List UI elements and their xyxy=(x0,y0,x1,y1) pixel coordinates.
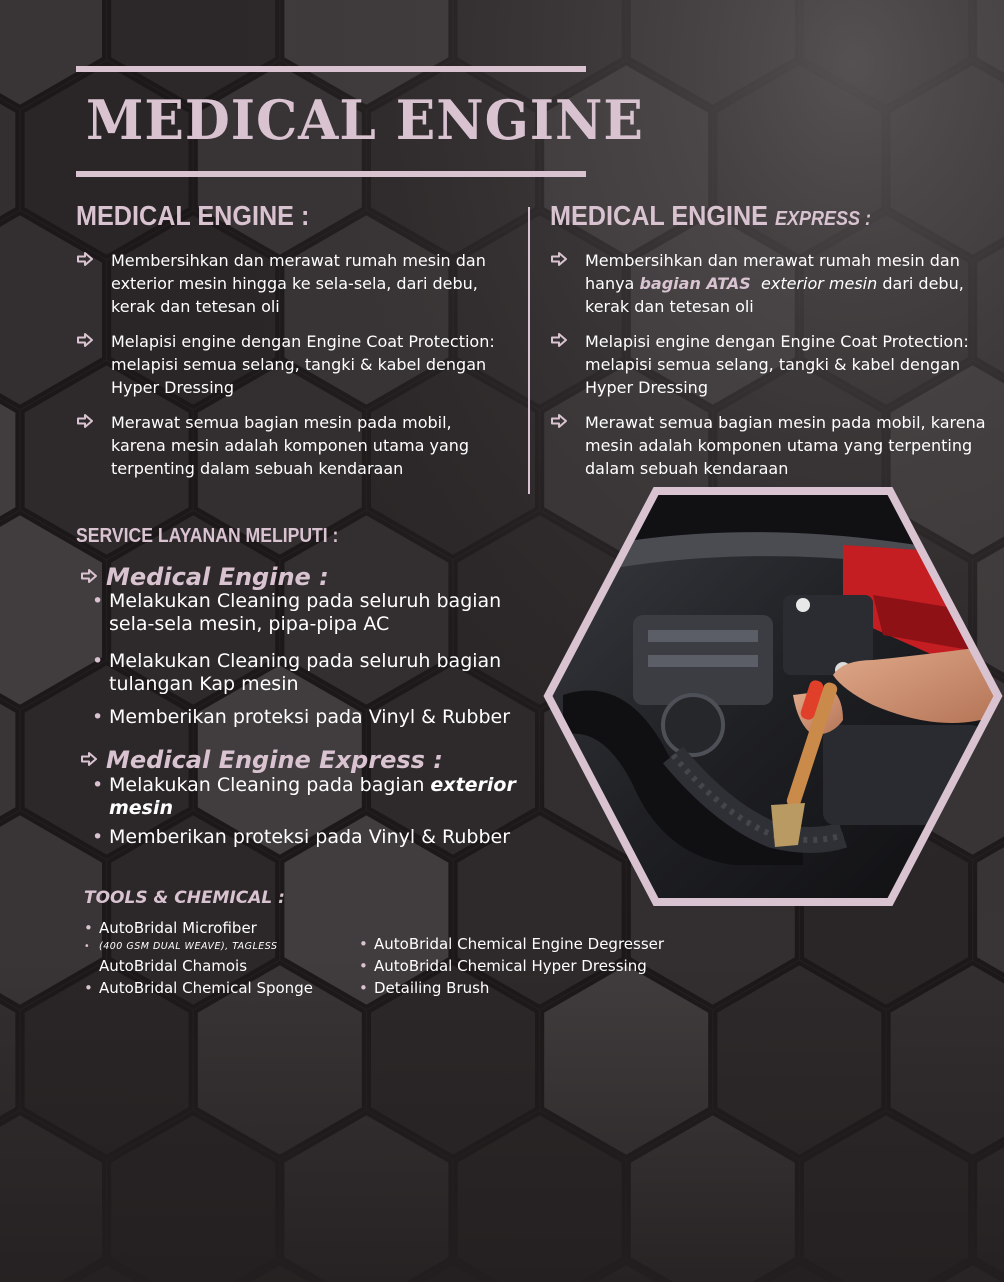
left-column-heading xyxy=(76,200,309,232)
tools-list-right xyxy=(359,933,664,999)
right-bullet-list xyxy=(550,249,995,492)
service-section-title: SERVICE LAYANAN MELIPUTI : xyxy=(76,525,339,547)
arrow-right-icon xyxy=(80,567,98,585)
bullet-text: Merawat semua bagian mesin pada mobil, karena mesin adalah komponen utama yang terpenting dalam sebuah kendaraan xyxy=(111,413,470,478)
arrow-right-icon xyxy=(76,250,94,268)
list-item xyxy=(92,774,532,820)
arrow-right-icon xyxy=(550,250,568,268)
arrow-right-icon xyxy=(550,412,568,430)
list-item xyxy=(550,330,995,399)
tools-section-title: TOOLS & CHEMICAL : xyxy=(84,888,285,908)
list-item xyxy=(76,249,496,318)
service-item-emphasis: exterior mesin xyxy=(109,774,516,819)
left-bullet-list xyxy=(76,249,496,492)
title-bottom-rule xyxy=(76,171,586,177)
list-item: • AutoBridal Microfiber xyxy=(84,917,313,939)
bullet-text: Merawat semua bagian mesin pada mobil, karena mesin adalah komponen utama yang terpenting dalam sebuah kendaraan xyxy=(585,413,986,478)
bullet-text: Melapisi engine dengan Engine Coat Protection: melapisi semua selang, tangki & kabel dengan Hyper Dressing xyxy=(111,332,495,397)
arrow-right-icon xyxy=(80,750,98,768)
bullet-highlight: bagian ATAS xyxy=(639,274,751,293)
left-heading-text: MEDICAL ENGINE : xyxy=(76,200,310,231)
list-item: • AutoBridal Chemical Hyper Dressing xyxy=(359,955,664,977)
bullet-text-post: dari debu, kerak dan tetesan oli xyxy=(585,274,964,316)
list-item: • Memberikan proteksi pada Vinyl & Rubber xyxy=(92,706,532,729)
right-column-heading xyxy=(550,200,871,232)
bullet-text: Melapisi engine dengan Engine Coat Protection: melapisi semua selang, tangki & kabel dengan Hyper Dressing xyxy=(585,332,969,397)
bullet-text-pre: Membersihkan dan merawat rumah mesin dan hanya xyxy=(585,251,960,293)
list-item xyxy=(76,330,496,399)
service-group-heading xyxy=(80,746,443,774)
list-item xyxy=(550,249,995,318)
column-divider xyxy=(528,207,530,494)
list-item-note: • (400 GSM DUAL WEAVE), TAGLESS xyxy=(84,939,313,955)
right-heading-text: MEDICAL ENGINE xyxy=(550,200,768,231)
arrow-right-icon xyxy=(76,331,94,349)
list-item: • Melakukan Cleaning pada seluruh bagian tulangan Kap mesin xyxy=(92,650,532,696)
bullet-text: Membersihkan dan merawat rumah mesin dan exterior mesin hingga ke sela-sela, dari debu, kerak dan tetesan oli xyxy=(111,251,486,316)
title-top-rule xyxy=(76,66,586,72)
list-item xyxy=(550,411,995,480)
list-item: • Detailing Brush xyxy=(359,977,664,999)
bullet-italic: exterior mesin xyxy=(761,274,878,293)
service-group-title: Medical Engine : xyxy=(106,563,329,591)
service-group-heading xyxy=(80,563,329,591)
list-item: AutoBridal Chamois xyxy=(99,957,248,975)
tools-list-left xyxy=(84,917,313,999)
list-item: • AutoBridal Chemical Engine Degresser xyxy=(359,933,664,955)
engine-cleaning-photo xyxy=(543,485,1003,908)
list-item: • Memberikan proteksi pada Vinyl & Rubber xyxy=(92,826,532,849)
service-list xyxy=(92,590,532,729)
service-group-title: Medical Engine Express : xyxy=(106,746,443,774)
service-list xyxy=(92,774,532,849)
list-item: • Melakukan Cleaning pada seluruh bagian sela-sela mesin, pipa-pipa AC xyxy=(92,590,532,636)
right-heading-suffix: EXPRESS : xyxy=(774,208,871,230)
arrow-right-icon xyxy=(76,412,94,430)
page-title: MEDICAL ENGINE xyxy=(86,88,644,152)
service-item-text: Melakukan Cleaning pada bagian xyxy=(109,774,431,796)
arrow-right-icon xyxy=(550,331,568,349)
list-item xyxy=(76,411,496,480)
list-item: • AutoBridal Chemical Sponge xyxy=(84,977,313,999)
